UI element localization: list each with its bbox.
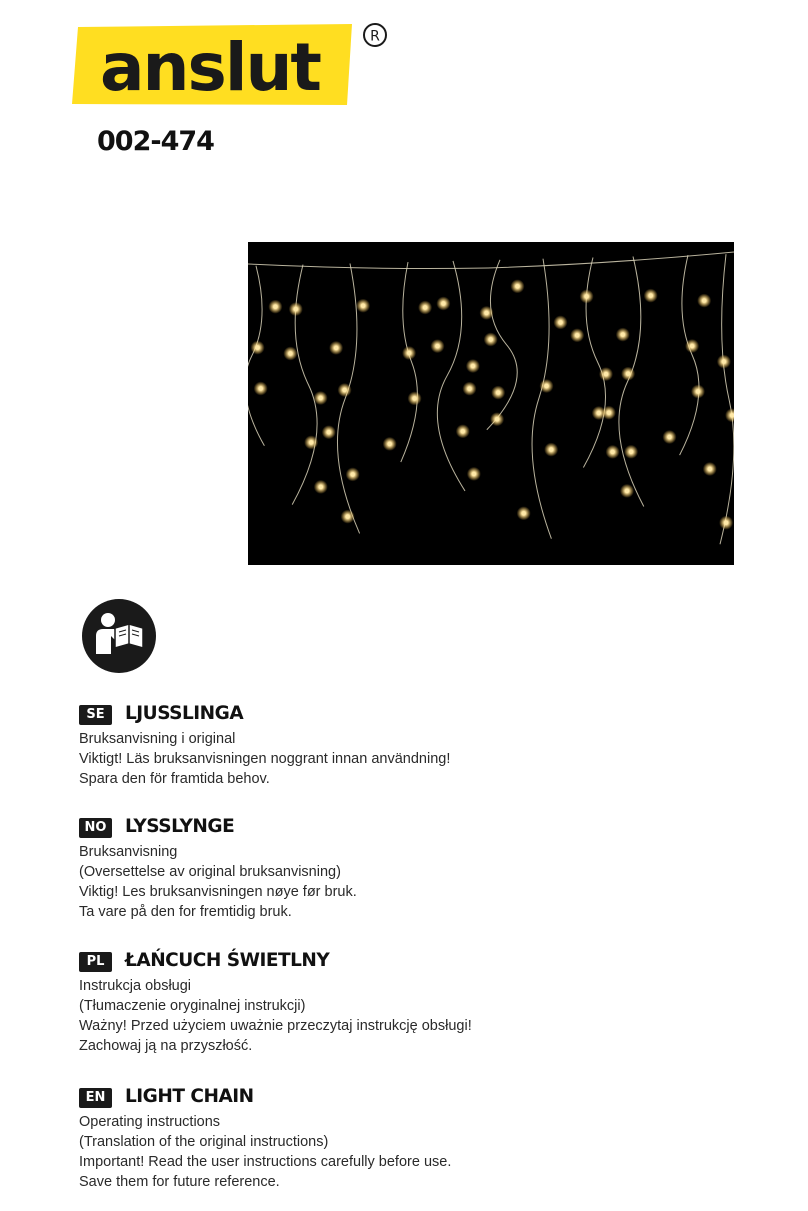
- light-bulb: [472, 472, 476, 476]
- light-bulb: [334, 346, 338, 350]
- light-bulb: [407, 351, 411, 355]
- light-bulb: [626, 372, 630, 376]
- brand-logo: [72, 24, 354, 106]
- light-bulb: [361, 304, 365, 308]
- light-bulb: [604, 372, 608, 376]
- language-badge: PL: [79, 952, 112, 972]
- light-bulb: [724, 521, 728, 525]
- light-bulb: [412, 396, 416, 400]
- section-line: Bruksanvisning i original: [79, 731, 236, 747]
- light-bulb: [584, 294, 588, 298]
- icicle-lights-illustration: [248, 242, 734, 565]
- light-bulb: [708, 467, 712, 471]
- light-bulb: [388, 442, 392, 446]
- section-line: (Translation of the original instructions): [79, 1134, 329, 1150]
- light-bulb: [273, 305, 277, 309]
- light-bulb: [346, 514, 350, 518]
- section-no: [79, 818, 639, 922]
- section-title: LIGHT CHAIN: [125, 1086, 254, 1107]
- logo-text: anslut: [100, 29, 320, 106]
- light-bulb: [495, 417, 499, 421]
- light-bulb: [259, 386, 263, 390]
- section-en: [79, 1088, 639, 1192]
- light-bulb: [621, 332, 625, 336]
- light-bulb: [549, 447, 553, 451]
- product-photo: [248, 242, 734, 565]
- light-bulb: [496, 390, 500, 394]
- section-line: Ważny! Przed użyciem uważnie przeczytaj instrukcję obsługi!: [79, 1018, 472, 1034]
- section-header: [79, 818, 639, 844]
- light-bulb: [255, 345, 259, 349]
- light-bulb: [489, 337, 493, 341]
- section-title: LYSSLYNGE: [125, 816, 235, 837]
- section-title: ŁAŃCUCH ŚWIETLNY: [125, 950, 330, 971]
- section-line: (Oversettelse av original bruksanvisning): [79, 864, 341, 880]
- section-line: Viktigt! Läs bruksanvisningen noggrant innan användning!: [79, 751, 451, 767]
- light-bulb: [461, 429, 465, 433]
- language-badge: SE: [79, 705, 112, 725]
- light-bulb: [575, 333, 579, 337]
- section-line: Viktig! Les bruksanvisningen nøye før bruk.: [79, 884, 357, 900]
- light-bulb: [327, 430, 331, 434]
- read-manual-icon: [81, 598, 157, 674]
- light-bulb: [690, 344, 694, 348]
- light-bulb: [423, 305, 427, 309]
- light-bulb: [294, 307, 298, 311]
- section-line: Zachowaj ją na przyszłość.: [79, 1038, 253, 1054]
- model-number: 002-474: [97, 126, 214, 157]
- light-bulb: [319, 485, 323, 489]
- section-se: [79, 705, 639, 789]
- light-bulb: [309, 440, 313, 444]
- section-lines: [79, 842, 639, 922]
- section-header: [79, 705, 639, 731]
- section-lines: [79, 1112, 639, 1192]
- light-bulb: [544, 384, 548, 388]
- light-bulb: [484, 311, 488, 315]
- registered-mark: [362, 22, 388, 48]
- section-line: Save them for future reference.: [79, 1174, 280, 1190]
- light-bulb: [629, 450, 633, 454]
- light-bulb: [625, 489, 629, 493]
- section-line: Bruksanvisning: [79, 844, 178, 860]
- registered-mark-letter: R: [370, 28, 380, 45]
- section-line: Operating instructions: [79, 1114, 221, 1130]
- light-bulb: [558, 320, 562, 324]
- language-badge: EN: [79, 1088, 112, 1108]
- brand-logo-graphic: [72, 24, 354, 106]
- light-bulb: [435, 344, 439, 348]
- language-badge: NO: [79, 818, 112, 838]
- light-bulb: [649, 293, 653, 297]
- light-bulb: [696, 389, 700, 393]
- light-bulb: [318, 396, 322, 400]
- section-header: [79, 1088, 639, 1114]
- section-line: Instrukcja obsługi: [79, 978, 192, 994]
- light-bulb: [467, 387, 471, 391]
- light-bulb: [667, 435, 671, 439]
- light-bulb: [471, 364, 475, 368]
- light-bulb: [515, 284, 519, 288]
- light-bulb: [441, 301, 445, 305]
- light-bulb: [351, 472, 355, 476]
- section-lines: [79, 729, 639, 789]
- light-bulb: [597, 411, 601, 415]
- section-title: LJUSSLINGA: [125, 703, 244, 724]
- light-bulb: [342, 388, 346, 392]
- section-line: Important! Read the user instructions carefully before use.: [79, 1154, 452, 1170]
- light-bulb: [607, 411, 611, 415]
- light-bulb: [288, 351, 292, 355]
- section-pl: [79, 952, 639, 1056]
- section-line: Ta vare på den for fremtidig bruk.: [79, 904, 292, 920]
- section-line: (Tłumaczenie oryginalnej instrukcji): [79, 998, 306, 1014]
- section-lines: [79, 976, 639, 1056]
- section-line: Spara den för framtida behov.: [79, 771, 270, 787]
- light-bulb: [722, 359, 726, 363]
- light-bulb: [702, 298, 706, 302]
- light-bulb: [610, 450, 614, 454]
- section-header: [79, 952, 639, 978]
- light-bulb: [522, 511, 526, 515]
